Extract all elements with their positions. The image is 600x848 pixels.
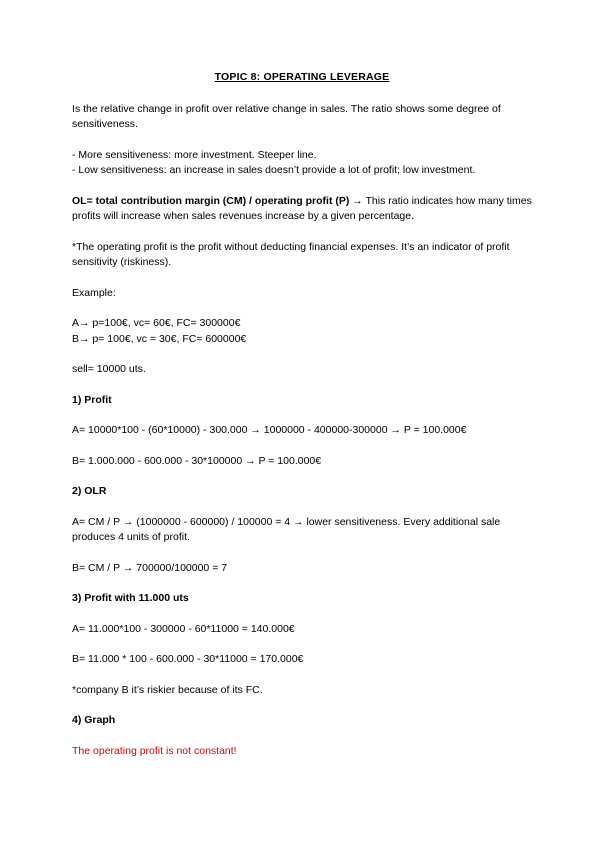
heading-olr: 2) OLR	[72, 485, 107, 497]
operating-profit-note: *The operating profit is the profit without deducting financial expenses. It’s an indicator of profit sensitivity (riskiness).	[72, 240, 510, 268]
profit-11000-a: A= 11.000*100 - 300000 - 60*11000 = 140.000€	[72, 622, 295, 635]
profit-11000-b: B= 11.000 * 100 - 600.000 - 30*11000 = 170.000€	[72, 653, 304, 665]
ol-explanation: → This ratio indicates how many times profits will increase when sales revenues increase by a given percentage.	[72, 194, 532, 222]
list-item: - Low sensitiveness: an increase in sales doesn’t provide a lot of profit; low investment.	[72, 164, 476, 176]
olr-b: B= CM / P → 700000/100000 = 7	[72, 561, 228, 574]
not-constant-note: The operating profit is not constant!	[72, 744, 237, 757]
heading-profit: 1) Profit	[72, 393, 112, 406]
example-label: Example:	[72, 286, 116, 299]
example-b: B→ p= 100€, vc = 30€, FC= 600000€	[72, 332, 247, 345]
list-item: - More sensitiveness: more investment. Steeper line.	[72, 148, 317, 161]
page-title: TOPIC 8: OPERATING LEVERAGE	[214, 71, 390, 83]
riskier-note: *company B it’s riskier because of its FC.	[72, 683, 263, 696]
intro-paragraph: Is the relative change in profit over relative change in sales. The ratio shows some degree of sensitiveness.	[72, 102, 501, 130]
heading-graph: 4) Graph	[72, 714, 116, 726]
sell-units: sell= 10000 uts.	[72, 363, 146, 375]
ol-definition	[72, 194, 532, 225]
example-a: A→ p=100€, vc= 60€, FC= 300000€	[72, 317, 241, 329]
profit-a: A= 10000*100 - (60*10000) - 300.000 → 1000000 - 400000-300000 → P = 100.000€	[72, 424, 467, 436]
olr-a: A= CM / P → (1000000 - 600000) / 100000 = 4 → lower sensitiveness. Every additional sale produces 4 units of profit.	[72, 515, 501, 543]
document-page	[72, 64, 532, 774]
profit-b: B= 1.000.000 - 600.000 - 30*100000 → P = 100.000€	[72, 454, 322, 467]
ol-formula: OL= total contribution margin (CM) / operating profit (P)	[72, 194, 350, 207]
heading-profit-11000: 3) Profit with 11.000 uts	[72, 592, 189, 604]
